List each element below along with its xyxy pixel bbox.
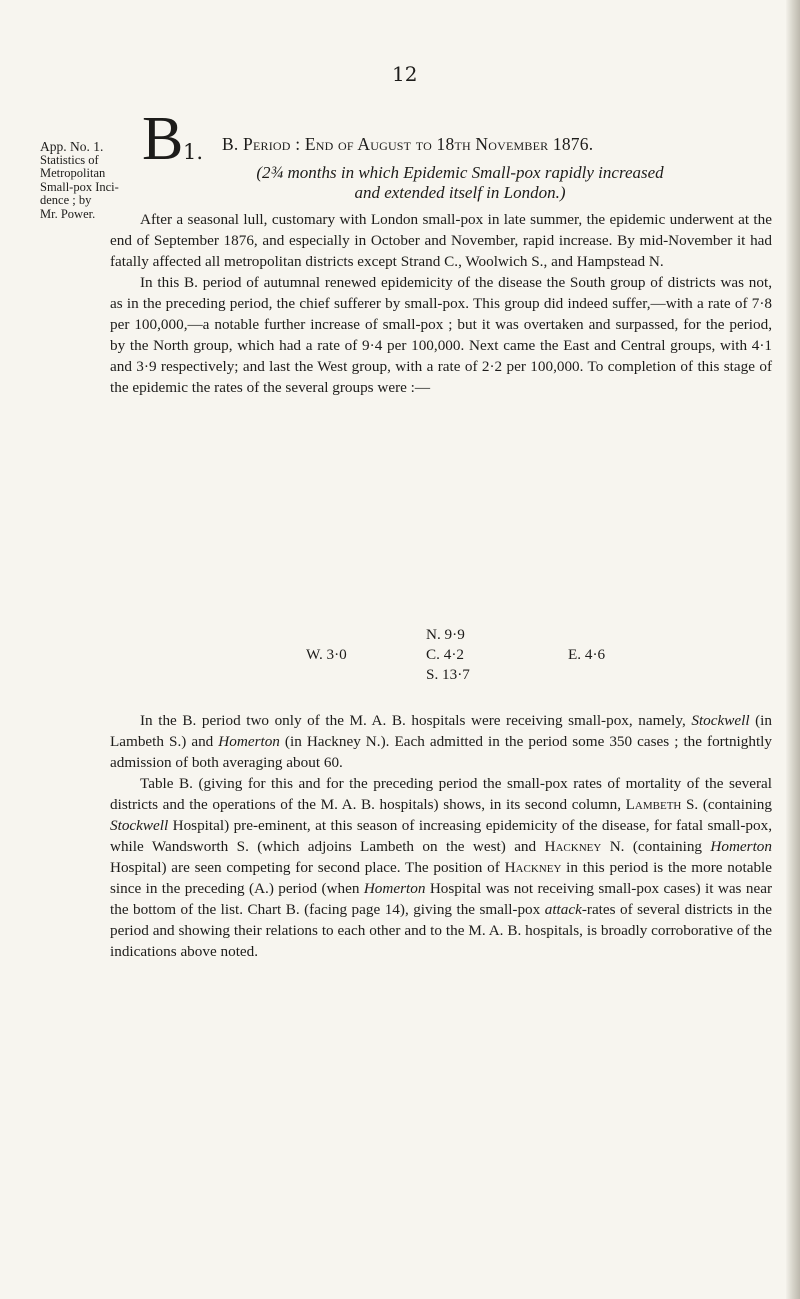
- margin-note-line: Mr. Power.: [40, 206, 96, 221]
- p4-text: N. (containing: [601, 838, 711, 855]
- homerton-name: Homerton: [363, 880, 426, 897]
- section-subheading: [140, 163, 780, 203]
- rate-south: S. 13·7: [426, 666, 470, 683]
- section-number: 1.: [183, 140, 204, 164]
- subheading-line: (2¾ months in which Epidemic Small-pox rapidly increased: [256, 163, 664, 182]
- subheading-line: and extended itself in London.): [354, 183, 566, 202]
- rate-north: N. 9·9: [426, 626, 465, 643]
- stockwell-name: Stockwell: [110, 817, 169, 834]
- page-number: 12: [392, 62, 418, 86]
- homerton-name: Homerton: [710, 838, 772, 855]
- stockwell-name: Stockwell: [691, 712, 750, 729]
- margin-note-line: App. No. 1.: [40, 139, 104, 154]
- p4-text: Hospital was not receiving small-pox cases) it was near the bottom of the list. Chart B. (facing page 14), giving the small-pox: [110, 880, 772, 918]
- paragraph-1: After a seasonal lull, customary with London small-pox in late summer, the epidemic underwent at the end of September 1876, and especially in October and November, rapid increase. By mid-November it had fatally affected all metropolitan districts except Strand C., Woolwich S., and Hampstead N.: [110, 211, 772, 270]
- homerton-name: Homerton: [218, 733, 280, 750]
- margin-note-line: Metropolitan: [40, 166, 106, 180]
- p4-text: Table B. (giving for this and for the preceding period the small-pox rates of mortality of the several districts and the operations of the M. A. B. hospitals) shows, in its second column,: [110, 775, 772, 813]
- p4-text: in this period is the more notable since in the preceding (A.) period (when: [110, 859, 772, 897]
- rate-west: W. 3·0: [306, 646, 347, 663]
- margin-note-line: Small-pox Inci-: [40, 179, 119, 194]
- p4-text: Hospital) are seen competing for second place. The position of: [110, 859, 505, 876]
- p3-text: In the B. period two only of the M. A. B. hospitals were receiving small-pox, namely,: [140, 712, 692, 729]
- p4-text: S. (containing: [681, 796, 772, 813]
- margin-note-line: dence ; by: [40, 193, 92, 207]
- p3-text: (in Hackney N.). Each admitted in the period some 350 cases ; the fortnightly admission of both averaging about 60.: [110, 733, 772, 771]
- paragraph-3: [110, 710, 772, 773]
- section-letter: B: [142, 105, 184, 173]
- margin-note-line: Statistics of: [40, 152, 99, 167]
- paragraph-2: In this B. period of autumnal renewed epidemicity of the disease the South group of districts was not, as in the preceding period, the chief sufferer by small-pox. This group did indeed suffer,—with a rate of 7·8 per 100,000,—a notable further increase of small-pox ; but it was overtaken and surpassed, for the period, by the North group, which had a rate of 9·4 per 100,000. Next came the East and Central groups, with 4·1 and 3·9 respectively; and last the West group, with a rate of 2·2 per 100,000. To completion of this stage of the epidemic the rates of the several groups were :—: [110, 274, 772, 396]
- hackney-name: Hackney: [544, 838, 602, 855]
- p4-text: -rates of several districts in the period and showing their relations to each other and to the M. A. B. hospitals, is broadly corroborative of the indications above noted.: [110, 901, 773, 960]
- p4-text: Hospital) pre-eminent, at this season of increasing epidemicity of the disease, for fatal small-pox, while Wandsworth S. (which adjoins Lambeth on the west) and: [110, 817, 772, 855]
- p3-text: (in Lambeth S.) and: [110, 712, 772, 750]
- hackney-name: Hackney: [504, 859, 562, 876]
- rate-central: C. 4·2: [426, 646, 464, 663]
- attack-word: attack: [544, 901, 582, 918]
- group-rates: [110, 626, 772, 710]
- paragraph-4: [110, 773, 772, 962]
- section-heading: B. Period : End of August to 18th November 1876.: [222, 134, 594, 154]
- lambeth-name: Lambeth: [625, 796, 682, 813]
- body-text-upper: [110, 209, 772, 398]
- page-edge: [786, 0, 800, 1299]
- body-text-lower: [110, 710, 772, 962]
- rate-east: E. 4·6: [568, 646, 606, 663]
